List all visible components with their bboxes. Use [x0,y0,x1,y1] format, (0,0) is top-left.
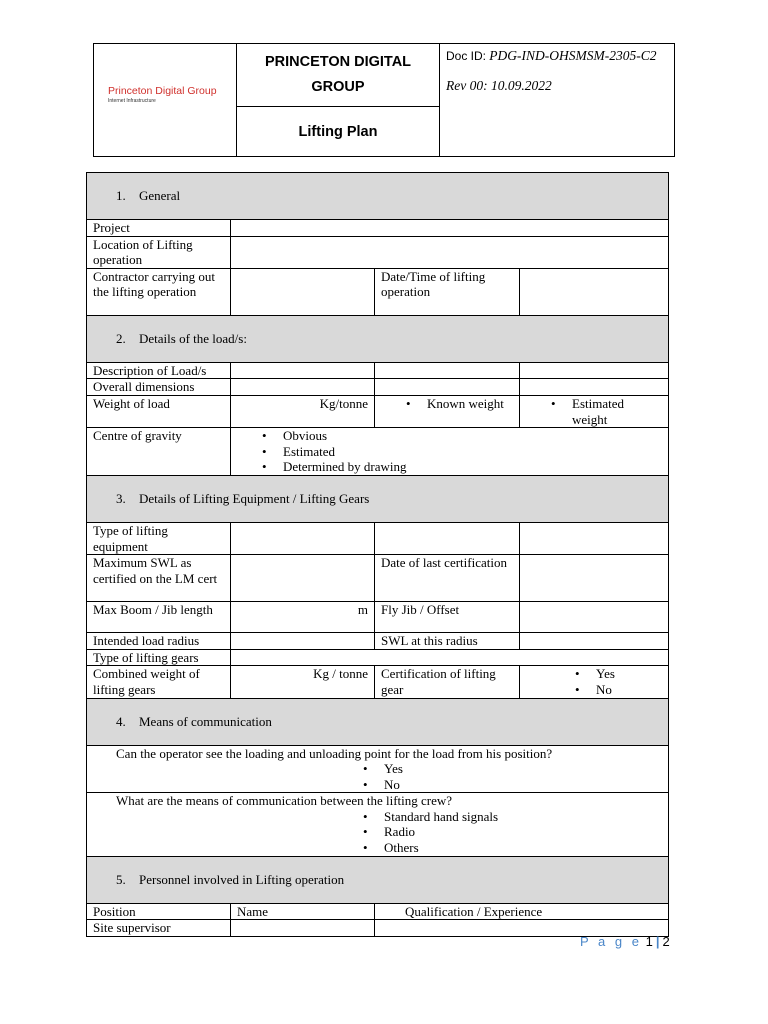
company-logo: Princeton Digital Group Internet Infrastructure [108,85,217,104]
table-row: Location of Lifting operation [87,236,669,268]
gear-cert-no[interactable]: • No [596,682,662,698]
table-row: Maximum SWL as certified on the LM cert Date of last certification [87,555,669,602]
table-row: Centre of gravity • Obvious • Estimated • Determined by drawing [87,428,669,476]
contractor-field[interactable] [231,268,375,315]
section-lifting-equipment: 3. Details of Lifting Equipment / Lifting Gears [87,475,669,522]
comm-radio[interactable]: • Radio [384,824,662,840]
fly-jib-field[interactable] [520,602,669,633]
radius-field[interactable] [231,633,375,650]
document-header [93,43,675,157]
question-operator-visibility: Can the operator see the loading and unloading point for the load from his position? [116,745,553,761]
table-row: Site supervisor [87,920,669,937]
last-cert-field[interactable] [520,555,669,602]
table-row: Combined weight of lifting gears Kg / tonne Certification of lifting gear • Yes • No [87,666,669,698]
weight-field[interactable]: Kg/tonne [231,395,375,427]
revision: Rev 00: 10.09.2022 [446,78,552,93]
comm-others[interactable]: • Others [384,840,662,856]
doc-id-cell: Doc ID: PDG-IND-OHSMSM-2305-C2 Rev 00: 10.09.2022 [440,44,675,157]
cog-option-estimated[interactable]: • Estimated [283,444,662,460]
visibility-no[interactable]: • No [384,777,662,793]
table-row: Contractor carrying out the lifting operation Date/Time of lifting operation [87,268,669,315]
dimensions-field[interactable] [231,379,375,396]
description-field[interactable] [231,362,375,379]
doc-id: PDG-IND-OHSMSM-2305-C2 [489,48,657,63]
table-row: Weight of load Kg/tonne • Known weight • Estimated weight [87,395,669,427]
project-field[interactable] [231,220,669,237]
gear-cert-yes[interactable]: • Yes [596,666,662,682]
cog-options [231,428,669,476]
table-row: Overall dimensions [87,379,669,396]
table-row [87,745,669,793]
logo-cell [94,44,237,157]
known-weight-option[interactable]: • Known weight [427,396,513,412]
equipment-type-field[interactable] [231,522,375,554]
lifting-plan-form [86,172,669,937]
table-row: Description of Load/s [87,362,669,379]
page-number: P a g e 1 | 2 [580,934,670,949]
table-row: Type of lifting gears [87,649,669,666]
datetime-field[interactable] [520,268,669,315]
question-comm-means: What are the means of communication between the lifting crew? [116,793,453,809]
section-personnel: 5. Personnel involved in Lifting operation [87,856,669,903]
cog-option-obvious[interactable]: • Obvious [283,428,662,444]
section-communication: 4. Means of communication [87,698,669,745]
company-name: PRINCETON DIGITAL GROUP [237,44,440,107]
swl-radius-field[interactable] [520,633,669,650]
table-row: Intended load radius SWL at this radius [87,633,669,650]
table-row [87,793,669,856]
max-swl-field[interactable] [231,555,375,602]
document-title: Lifting Plan [237,107,440,157]
gears-weight-field[interactable]: Kg / tonne [231,666,375,698]
gears-type-field[interactable] [231,649,669,666]
comm-hand-signals[interactable]: • Standard hand signals [384,809,662,825]
supervisor-name-field[interactable] [231,920,375,937]
location-field[interactable] [231,236,669,268]
estimated-weight-option[interactable]: • Estimated weight [572,396,662,427]
table-header-row: Position Name Qualification / Experience [87,903,669,920]
cog-option-drawing[interactable]: • Determined by drawing [283,459,662,475]
table-row: Project [87,220,669,237]
section-general: 1. General [87,173,669,220]
visibility-yes[interactable]: • Yes [384,761,662,777]
section-load-details: 2. Details of the load/s: [87,315,669,362]
table-row: Max Boom / Jib length m Fly Jib / Offset [87,602,669,633]
boom-field[interactable]: m [231,602,375,633]
table-row: Type of lifting equipment [87,522,669,554]
